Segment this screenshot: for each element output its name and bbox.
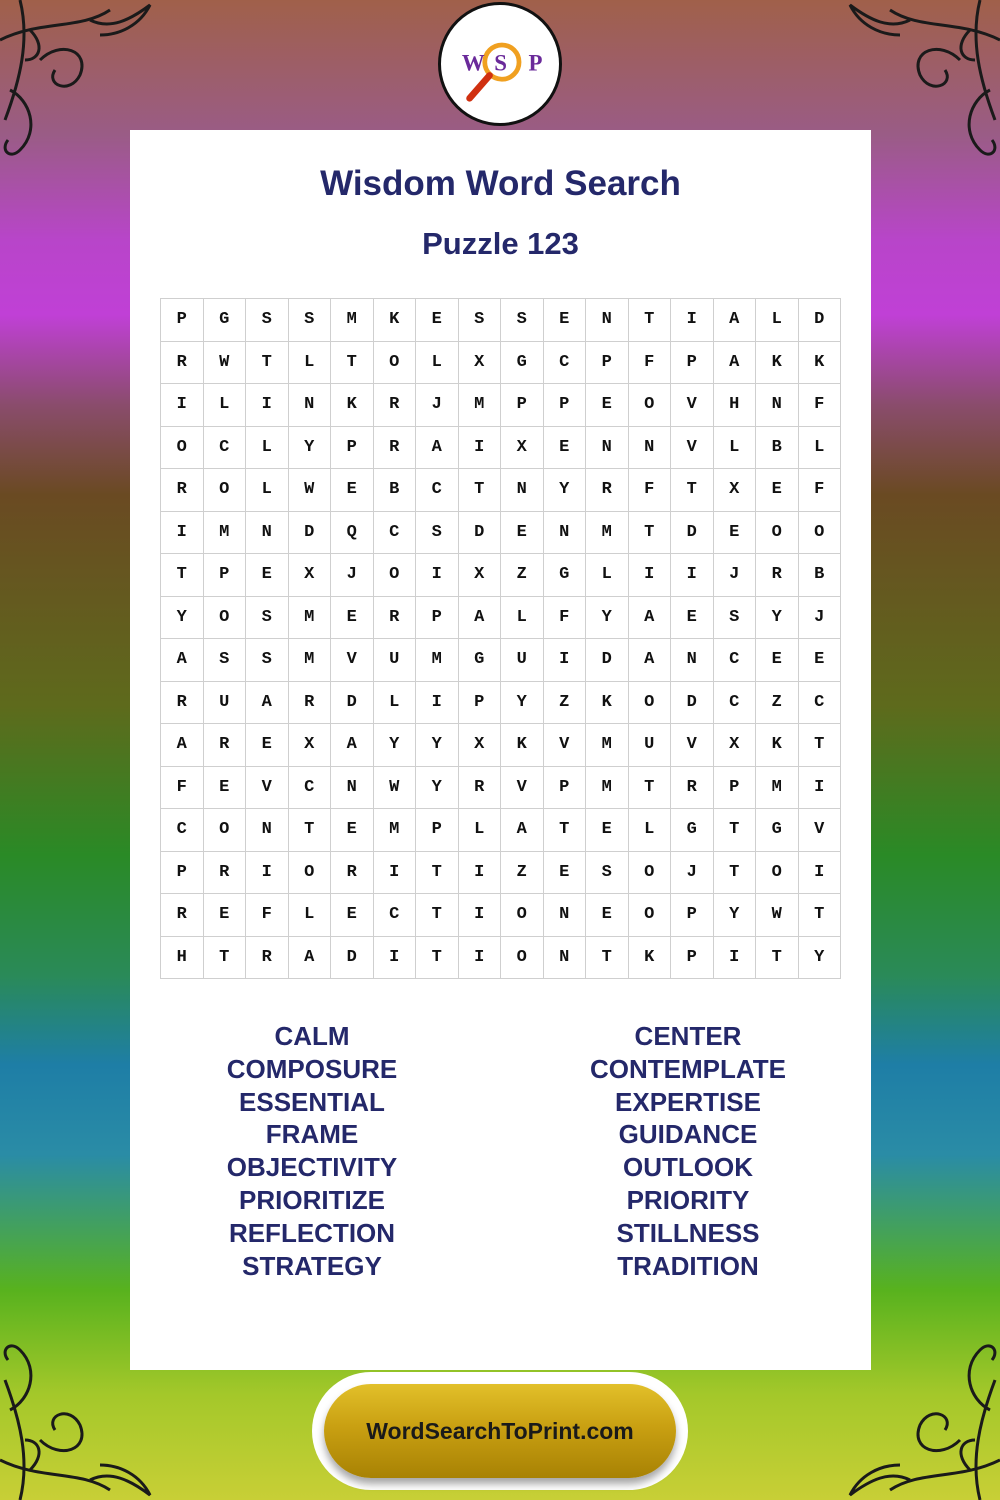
grid-cell[interactable]: X bbox=[289, 554, 332, 597]
grid-cell[interactable]: Z bbox=[756, 682, 799, 725]
grid-cell[interactable]: O bbox=[629, 852, 672, 895]
grid-cell[interactable]: U bbox=[204, 682, 247, 725]
grid-cell[interactable]: O bbox=[501, 937, 544, 980]
grid-cell[interactable]: E bbox=[544, 427, 587, 470]
grid-cell[interactable]: R bbox=[331, 852, 374, 895]
grid-cell[interactable]: R bbox=[161, 469, 204, 512]
grid-cell[interactable]: Y bbox=[416, 724, 459, 767]
grid-cell[interactable]: V bbox=[799, 809, 842, 852]
grid-cell[interactable]: R bbox=[246, 937, 289, 980]
footer-badge bbox=[312, 1372, 688, 1490]
word-list-item: OBJECTIVITY bbox=[226, 1152, 398, 1183]
grid-cell[interactable]: T bbox=[161, 554, 204, 597]
grid-cell[interactable]: M bbox=[459, 384, 502, 427]
grid-cell[interactable]: V bbox=[671, 724, 714, 767]
grid-cell[interactable]: O bbox=[204, 469, 247, 512]
word-list-item: REFLECTION bbox=[228, 1217, 396, 1248]
grid-cell[interactable]: A bbox=[459, 597, 502, 640]
grid-cell[interactable]: Y bbox=[544, 469, 587, 512]
grid-cell[interactable]: L bbox=[374, 682, 417, 725]
grid-cell[interactable]: M bbox=[331, 299, 374, 342]
grid-cell[interactable]: G bbox=[544, 554, 587, 597]
grid-cell[interactable]: I bbox=[459, 937, 502, 980]
grid-cell[interactable]: O bbox=[289, 852, 332, 895]
grid-cell[interactable]: W bbox=[204, 342, 247, 385]
grid-cell[interactable]: A bbox=[289, 937, 332, 980]
word-list-item: GUIDANCE bbox=[618, 1119, 758, 1150]
grid-cell[interactable]: C bbox=[161, 809, 204, 852]
grid-cell[interactable]: K bbox=[331, 384, 374, 427]
grid-cell[interactable]: P bbox=[331, 427, 374, 470]
grid-cell[interactable]: V bbox=[544, 724, 587, 767]
grid-cell[interactable]: T bbox=[799, 894, 842, 937]
grid-cell[interactable]: L bbox=[416, 342, 459, 385]
grid-cell[interactable]: K bbox=[756, 342, 799, 385]
logo-letter-s: S bbox=[494, 50, 507, 76]
grid-cell[interactable]: I bbox=[671, 554, 714, 597]
grid-cell[interactable]: J bbox=[671, 852, 714, 895]
grid-cell[interactable]: L bbox=[501, 597, 544, 640]
grid-cell[interactable]: O bbox=[799, 512, 842, 555]
word-list-item: OUTLOOK bbox=[623, 1152, 753, 1183]
grid-cell[interactable]: D bbox=[289, 512, 332, 555]
grid-cell[interactable]: R bbox=[289, 682, 332, 725]
grid-cell[interactable]: Y bbox=[799, 937, 842, 980]
grid-cell[interactable]: E bbox=[331, 809, 374, 852]
grid-cell[interactable]: E bbox=[799, 639, 842, 682]
grid-cell[interactable]: M bbox=[416, 639, 459, 682]
word-list-item: FRAME bbox=[265, 1119, 359, 1150]
grid-cell[interactable]: I bbox=[544, 639, 587, 682]
grid-cell[interactable]: E bbox=[246, 554, 289, 597]
word-list-item: EXPERTISE bbox=[615, 1086, 761, 1117]
grid-cell[interactable]: S bbox=[714, 597, 757, 640]
grid-cell[interactable]: W bbox=[289, 469, 332, 512]
grid-cell[interactable]: P bbox=[586, 342, 629, 385]
logo-letter-p: P bbox=[528, 50, 543, 76]
grid-cell[interactable]: E bbox=[416, 299, 459, 342]
grid-cell[interactable]: W bbox=[756, 894, 799, 937]
grid-cell[interactable]: A bbox=[714, 299, 757, 342]
grid-cell[interactable]: I bbox=[416, 554, 459, 597]
grid-cell[interactable]: A bbox=[331, 724, 374, 767]
grid-cell[interactable]: I bbox=[459, 427, 502, 470]
word-list-item: STRATEGY bbox=[242, 1250, 382, 1281]
grid-cell[interactable]: T bbox=[331, 342, 374, 385]
word-list-item: CENTER bbox=[634, 1021, 742, 1051]
grid-cell[interactable]: G bbox=[756, 809, 799, 852]
grid-cell[interactable]: T bbox=[714, 852, 757, 895]
grid-cell[interactable]: X bbox=[459, 554, 502, 597]
grid-cell[interactable]: D bbox=[799, 299, 842, 342]
grid-cell[interactable]: K bbox=[374, 299, 417, 342]
grid-cell[interactable]: K bbox=[756, 724, 799, 767]
grid-cell[interactable]: T bbox=[799, 724, 842, 767]
grid-cell[interactable]: P bbox=[671, 894, 714, 937]
grid-cell[interactable]: U bbox=[629, 724, 672, 767]
grid-cell[interactable]: T bbox=[204, 937, 247, 980]
grid-cell[interactable]: D bbox=[459, 512, 502, 555]
grid-cell[interactable]: R bbox=[586, 469, 629, 512]
grid-cell[interactable]: P bbox=[416, 597, 459, 640]
grid-cell[interactable]: M bbox=[756, 767, 799, 810]
grid-cell[interactable]: F bbox=[799, 469, 842, 512]
grid-cell[interactable]: X bbox=[714, 724, 757, 767]
grid-cell[interactable]: I bbox=[714, 937, 757, 980]
grid-cell[interactable]: F bbox=[799, 384, 842, 427]
grid-cell[interactable]: Y bbox=[416, 767, 459, 810]
grid-cell[interactable]: R bbox=[161, 682, 204, 725]
grid-cell[interactable]: T bbox=[416, 852, 459, 895]
grid-cell[interactable]: O bbox=[204, 597, 247, 640]
grid-cell[interactable]: V bbox=[331, 639, 374, 682]
grid-cell[interactable]: L bbox=[246, 469, 289, 512]
grid-cell[interactable]: J bbox=[331, 554, 374, 597]
grid-cell[interactable]: D bbox=[586, 639, 629, 682]
grid-cell[interactable]: X bbox=[289, 724, 332, 767]
grid-cell[interactable]: A bbox=[416, 427, 459, 470]
grid-cell[interactable]: O bbox=[374, 342, 417, 385]
grid-cell[interactable]: I bbox=[799, 852, 842, 895]
grid-cell[interactable]: V bbox=[671, 427, 714, 470]
grid-cell[interactable]: Z bbox=[501, 554, 544, 597]
logo-letter-w: W bbox=[461, 50, 485, 76]
grid-cell[interactable]: V bbox=[501, 767, 544, 810]
grid-cell[interactable]: I bbox=[416, 682, 459, 725]
grid-cell[interactable]: M bbox=[586, 767, 629, 810]
word-list-item: CONTEMPLATE bbox=[590, 1053, 786, 1084]
grid-cell[interactable]: G bbox=[459, 639, 502, 682]
site-link[interactable]: WordSearchToPrint.com bbox=[324, 1384, 676, 1478]
grid-cell[interactable]: C bbox=[289, 767, 332, 810]
grid-cell[interactable]: Y bbox=[714, 894, 757, 937]
grid-cell[interactable]: N bbox=[586, 299, 629, 342]
grid-cell[interactable]: O bbox=[756, 852, 799, 895]
grid-cell[interactable]: R bbox=[459, 767, 502, 810]
grid-cell[interactable]: S bbox=[416, 512, 459, 555]
grid-cell[interactable]: M bbox=[586, 512, 629, 555]
grid-cell[interactable]: R bbox=[756, 554, 799, 597]
grid-cell[interactable]: S bbox=[289, 299, 332, 342]
grid-cell[interactable]: T bbox=[459, 469, 502, 512]
grid-cell[interactable]: J bbox=[416, 384, 459, 427]
grid-cell[interactable]: A bbox=[501, 809, 544, 852]
grid-cell[interactable]: E bbox=[714, 512, 757, 555]
grid-cell[interactable]: T bbox=[586, 937, 629, 980]
grid-cell[interactable]: N bbox=[586, 427, 629, 470]
grid-cell[interactable]: R bbox=[374, 597, 417, 640]
grid-cell[interactable]: A bbox=[629, 639, 672, 682]
grid-cell[interactable]: F bbox=[629, 342, 672, 385]
word-list-item: COMPOSURE bbox=[226, 1053, 398, 1084]
grid-cell[interactable]: R bbox=[374, 384, 417, 427]
grid-cell[interactable]: S bbox=[246, 639, 289, 682]
grid-cell[interactable]: P bbox=[161, 299, 204, 342]
grid-cell[interactable]: L bbox=[629, 809, 672, 852]
grid-cell[interactable]: P bbox=[204, 554, 247, 597]
grid-cell[interactable]: C bbox=[544, 342, 587, 385]
grid-cell[interactable]: K bbox=[629, 937, 672, 980]
grid-cell[interactable]: T bbox=[289, 809, 332, 852]
logo bbox=[438, 2, 562, 126]
grid-cell[interactable]: Y bbox=[374, 724, 417, 767]
grid-cell[interactable]: I bbox=[629, 554, 672, 597]
grid-cell[interactable]: M bbox=[374, 809, 417, 852]
grid-cell[interactable]: N bbox=[331, 767, 374, 810]
grid-cell[interactable]: D bbox=[671, 512, 714, 555]
grid-cell[interactable]: F bbox=[629, 469, 672, 512]
grid-cell[interactable]: V bbox=[671, 384, 714, 427]
grid-cell[interactable]: N bbox=[756, 384, 799, 427]
grid-cell[interactable]: T bbox=[416, 894, 459, 937]
grid-cell[interactable]: R bbox=[671, 767, 714, 810]
grid-cell[interactable]: E bbox=[331, 469, 374, 512]
grid-cell[interactable]: X bbox=[501, 427, 544, 470]
grid-cell[interactable]: Y bbox=[586, 597, 629, 640]
grid-cell[interactable]: M bbox=[289, 639, 332, 682]
grid-cell[interactable]: T bbox=[544, 809, 587, 852]
grid-cell[interactable]: O bbox=[629, 894, 672, 937]
grid-cell[interactable]: I bbox=[374, 937, 417, 980]
word-list-item: PRIORITY bbox=[626, 1184, 750, 1215]
grid-cell[interactable]: E bbox=[544, 852, 587, 895]
grid-cell[interactable]: N bbox=[544, 512, 587, 555]
grid-cell[interactable]: A bbox=[629, 597, 672, 640]
grid-cell[interactable]: L bbox=[756, 299, 799, 342]
grid-cell[interactable]: C bbox=[374, 512, 417, 555]
grid-cell[interactable]: F bbox=[246, 894, 289, 937]
grid-cell[interactable]: R bbox=[204, 852, 247, 895]
grid-cell[interactable]: P bbox=[544, 384, 587, 427]
grid-cell[interactable]: B bbox=[756, 427, 799, 470]
grid-cell[interactable]: O bbox=[629, 682, 672, 725]
grid-cell[interactable]: P bbox=[161, 852, 204, 895]
grid-cell[interactable]: O bbox=[629, 384, 672, 427]
grid-cell[interactable]: T bbox=[756, 937, 799, 980]
grid-cell[interactable]: M bbox=[586, 724, 629, 767]
grid-cell[interactable]: E bbox=[756, 639, 799, 682]
grid-cell[interactable]: F bbox=[544, 597, 587, 640]
grid-cell[interactable]: O bbox=[756, 512, 799, 555]
grid-cell[interactable]: L bbox=[289, 894, 332, 937]
grid-cell[interactable]: P bbox=[416, 809, 459, 852]
grid-cell[interactable]: C bbox=[714, 639, 757, 682]
grid-cell[interactable]: F bbox=[161, 767, 204, 810]
word-list bbox=[130, 1020, 871, 1290]
grid-cell[interactable]: Q bbox=[331, 512, 374, 555]
grid-cell[interactable]: S bbox=[586, 852, 629, 895]
word-list-right-column bbox=[538, 1020, 838, 1282]
grid-cell[interactable]: D bbox=[331, 937, 374, 980]
grid-cell[interactable]: L bbox=[289, 342, 332, 385]
grid-cell[interactable]: P bbox=[671, 937, 714, 980]
grid-cell[interactable]: C bbox=[799, 682, 842, 725]
grid-cell[interactable]: A bbox=[161, 639, 204, 682]
grid-cell[interactable]: L bbox=[799, 427, 842, 470]
grid-cell[interactable]: O bbox=[204, 809, 247, 852]
grid-cell[interactable]: E bbox=[544, 299, 587, 342]
grid-cell[interactable]: S bbox=[459, 299, 502, 342]
grid-cell[interactable]: K bbox=[501, 724, 544, 767]
grid-cell[interactable]: A bbox=[246, 682, 289, 725]
grid-cell[interactable]: P bbox=[544, 767, 587, 810]
grid-cell[interactable]: J bbox=[799, 597, 842, 640]
grid-cell[interactable]: N bbox=[544, 937, 587, 980]
grid-cell[interactable]: E bbox=[671, 597, 714, 640]
word-list-item: ESSENTIAL bbox=[239, 1086, 385, 1117]
grid-cell[interactable]: E bbox=[204, 894, 247, 937]
letter-grid bbox=[160, 298, 841, 979]
grid-cell[interactable]: B bbox=[374, 469, 417, 512]
grid-cell[interactable]: N bbox=[501, 469, 544, 512]
word-list-item: STILLNESS bbox=[616, 1217, 760, 1248]
grid-cell[interactable]: Y bbox=[501, 682, 544, 725]
grid-cell[interactable]: E bbox=[586, 384, 629, 427]
grid-cell[interactable]: M bbox=[204, 512, 247, 555]
grid-cell[interactable]: C bbox=[374, 894, 417, 937]
grid-cell[interactable]: M bbox=[289, 597, 332, 640]
grid-cell[interactable]: Z bbox=[501, 852, 544, 895]
grid-cell[interactable]: A bbox=[714, 342, 757, 385]
grid-cell[interactable]: P bbox=[459, 682, 502, 725]
grid-cell[interactable]: R bbox=[374, 427, 417, 470]
word-list-item: TRADITION bbox=[617, 1250, 759, 1281]
grid-cell[interactable]: S bbox=[246, 597, 289, 640]
grid-cell[interactable]: U bbox=[374, 639, 417, 682]
grid-cell[interactable]: T bbox=[629, 767, 672, 810]
grid-cell[interactable]: I bbox=[374, 852, 417, 895]
grid-cell[interactable]: U bbox=[501, 639, 544, 682]
grid-cell[interactable]: E bbox=[586, 894, 629, 937]
grid-cell[interactable]: N bbox=[544, 894, 587, 937]
grid-cell[interactable]: Z bbox=[544, 682, 587, 725]
grid-cell[interactable]: P bbox=[501, 384, 544, 427]
grid-cell[interactable]: C bbox=[416, 469, 459, 512]
grid-cell[interactable]: P bbox=[714, 767, 757, 810]
grid-cell[interactable]: I bbox=[161, 384, 204, 427]
grid-cell[interactable]: E bbox=[331, 597, 374, 640]
grid-cell[interactable]: R bbox=[204, 724, 247, 767]
grid-cell[interactable]: T bbox=[714, 809, 757, 852]
grid-cell[interactable]: N bbox=[246, 512, 289, 555]
grid-cell[interactable]: C bbox=[204, 427, 247, 470]
grid-cell[interactable]: O bbox=[374, 554, 417, 597]
grid-cell[interactable]: L bbox=[204, 384, 247, 427]
grid-cell[interactable]: N bbox=[629, 427, 672, 470]
grid-cell[interactable]: B bbox=[799, 554, 842, 597]
grid-cell[interactable]: N bbox=[671, 639, 714, 682]
grid-cell[interactable]: E bbox=[331, 894, 374, 937]
grid-cell[interactable]: X bbox=[714, 469, 757, 512]
grid-cell[interactable]: H bbox=[161, 937, 204, 980]
grid-cell[interactable]: T bbox=[246, 342, 289, 385]
grid-cell[interactable]: R bbox=[161, 342, 204, 385]
grid-cell[interactable]: L bbox=[714, 427, 757, 470]
grid-cell[interactable]: H bbox=[714, 384, 757, 427]
grid-cell[interactable]: E bbox=[501, 512, 544, 555]
grid-cell[interactable]: L bbox=[246, 427, 289, 470]
grid-cell[interactable]: I bbox=[246, 852, 289, 895]
puzzle-number: Puzzle 123 bbox=[422, 226, 579, 261]
grid-cell[interactable]: C bbox=[714, 682, 757, 725]
grid-cell[interactable]: P bbox=[671, 342, 714, 385]
grid-cell[interactable]: K bbox=[586, 682, 629, 725]
grid-cell[interactable]: J bbox=[714, 554, 757, 597]
grid-cell[interactable]: T bbox=[416, 937, 459, 980]
grid-cell[interactable]: T bbox=[629, 512, 672, 555]
grid-cell[interactable]: E bbox=[756, 469, 799, 512]
grid-cell[interactable]: I bbox=[161, 512, 204, 555]
grid-cell[interactable]: I bbox=[246, 384, 289, 427]
grid-cell[interactable]: L bbox=[459, 809, 502, 852]
grid-cell[interactable]: D bbox=[671, 682, 714, 725]
grid-cell[interactable]: O bbox=[501, 894, 544, 937]
puzzle-card bbox=[130, 130, 871, 1370]
grid-cell[interactable]: D bbox=[331, 682, 374, 725]
grid-cell[interactable]: N bbox=[289, 384, 332, 427]
grid-cell[interactable]: X bbox=[459, 342, 502, 385]
grid-cell[interactable]: G bbox=[671, 809, 714, 852]
word-list-item: CALM bbox=[274, 1021, 350, 1051]
grid-cell[interactable]: K bbox=[799, 342, 842, 385]
grid-cell[interactable]: G bbox=[204, 299, 247, 342]
grid-cell[interactable]: Y bbox=[756, 597, 799, 640]
grid-cell[interactable]: T bbox=[671, 469, 714, 512]
grid-cell[interactable]: I bbox=[799, 767, 842, 810]
grid-cell[interactable]: E bbox=[204, 767, 247, 810]
grid-cell[interactable]: S bbox=[246, 299, 289, 342]
grid-cell[interactable]: G bbox=[501, 342, 544, 385]
word-list-left-column bbox=[162, 1020, 462, 1282]
grid-cell[interactable]: W bbox=[374, 767, 417, 810]
grid-cell[interactable]: A bbox=[161, 724, 204, 767]
grid-cell[interactable]: E bbox=[246, 724, 289, 767]
grid-cell[interactable]: R bbox=[161, 894, 204, 937]
grid-cell[interactable]: I bbox=[459, 852, 502, 895]
grid-cell[interactable]: I bbox=[671, 299, 714, 342]
grid-cell[interactable]: O bbox=[161, 427, 204, 470]
grid-cell[interactable]: L bbox=[586, 554, 629, 597]
grid-cell[interactable]: N bbox=[246, 809, 289, 852]
grid-cell[interactable]: S bbox=[501, 299, 544, 342]
grid-cell[interactable]: V bbox=[246, 767, 289, 810]
grid-cell[interactable]: Y bbox=[289, 427, 332, 470]
grid-cell[interactable]: E bbox=[586, 809, 629, 852]
grid-cell[interactable]: T bbox=[629, 299, 672, 342]
grid-cell[interactable]: X bbox=[459, 724, 502, 767]
page-title: Wisdom Word Search bbox=[320, 164, 681, 203]
grid-cell[interactable]: Y bbox=[161, 597, 204, 640]
grid-cell[interactable]: S bbox=[204, 639, 247, 682]
word-list-item: PRIORITIZE bbox=[239, 1184, 385, 1215]
grid-cell[interactable]: I bbox=[459, 894, 502, 937]
